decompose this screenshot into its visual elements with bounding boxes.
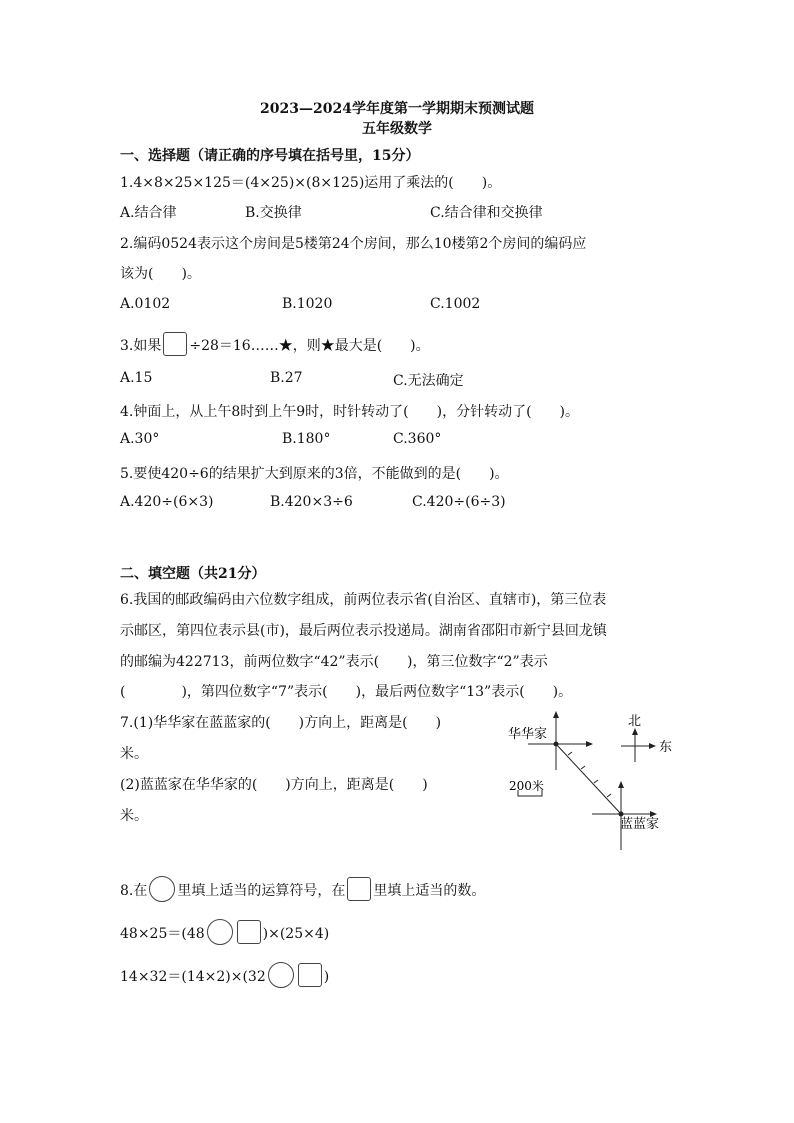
- map-scale-label: 200米: [509, 779, 544, 793]
- map-label-lanlan: 蓝蓝家: [620, 817, 660, 832]
- q7-part2-line1: (2)蓝蓝家在华华家的( )方向上，距离是( ): [120, 777, 428, 793]
- q8-eq1-left: 48×25＝(48: [120, 926, 205, 942]
- q6-line4: ( )，第四位数字“7”表示( )，最后两位数字“13”表示( )。: [120, 684, 573, 700]
- connecting-path: [556, 744, 621, 814]
- blank-square-symbol: [347, 877, 371, 901]
- q7-part2-line2: 米。: [120, 808, 148, 824]
- q8-equation-2: [120, 962, 329, 988]
- q2-text-1: 2.编码0524表示这个房间是5楼第24个房间，那么10楼第2个房间的编码应: [120, 236, 587, 252]
- q1-option-b: B.交换律: [245, 205, 302, 221]
- q4-option-a: A.30°: [120, 431, 160, 447]
- compass-north-label: 北: [628, 714, 642, 729]
- blank-square-box: [163, 332, 187, 356]
- huahua-point: [554, 742, 559, 747]
- q1-option-c: C.结合律和交换律: [430, 205, 543, 221]
- q1-text: 1.4×8×25×125＝(4×25)×(8×125)运用了乘法的( )。: [120, 175, 502, 191]
- q5-option-a: A.420÷(6×3): [120, 494, 214, 510]
- q6-line2: 示邮区，第四位表示县(市)，最后两位表示投递局。湖南省邵阳市新宁县回龙镇: [120, 623, 607, 639]
- q8-intro: [120, 876, 485, 902]
- q8-eq1-right: )×(25×4): [262, 926, 330, 942]
- eq1-operator-circle: [207, 919, 233, 945]
- exam-title: 2023—2024学年度第一学期期末预测试题: [260, 101, 534, 117]
- lanlan-point: [619, 812, 624, 817]
- eq2-operator-circle: [268, 962, 294, 988]
- q8-eq2-right: ): [323, 969, 330, 985]
- q6-line1: 6.我国的邮政编码由六位数字组成，前两位表示省(自治区、直辖市)，第三位表: [120, 592, 607, 608]
- q4-text: 4.钟面上，从上午8时到上午9时，时针转动了( )，分针转动了( )。: [120, 404, 580, 420]
- q3-option-b: B.27: [270, 370, 303, 386]
- q1-option-a: A.结合律: [120, 205, 177, 221]
- compass-east-label: 东: [659, 740, 673, 755]
- q8-intro-1: 8.在: [120, 883, 148, 899]
- eq2-number-square: [298, 963, 322, 987]
- q7-part1-line2: 米。: [120, 746, 148, 762]
- eq1-number-square: [237, 920, 261, 944]
- q5-text: 5.要使420÷6的结果扩大到原来的3倍，不能做到的是( )。: [120, 466, 509, 482]
- q3-option-a: A.15: [120, 370, 153, 386]
- blank-circle-symbol: [149, 876, 175, 902]
- map-label-huahua: 华华家: [508, 727, 548, 742]
- q8-intro-2: 里填上适当的运算符号，在: [177, 883, 346, 899]
- q6-line3: 的邮编为422713，前两位数字“42”表示( )，第三位数字“2”表示: [120, 654, 548, 670]
- q2-text-2: 该为( )。: [120, 266, 201, 282]
- q8-equation-1: [120, 919, 329, 945]
- section1-heading: 一、选择题（请正确的序号填在括号里，15分）: [120, 148, 420, 164]
- q2-option-b: B.1020: [282, 296, 333, 312]
- q4-option-c: C.360°: [393, 431, 442, 447]
- q3-text-before: 3.如果: [120, 338, 162, 354]
- q4-option-b: B.180°: [282, 431, 331, 447]
- q2-option-c: C.1002: [430, 296, 481, 312]
- q3-text: [120, 332, 430, 356]
- q7-part1-line1: 7.(1)华华家在蓝蓝家的( )方向上，距离是( ): [120, 715, 442, 731]
- q8-intro-3: 里填上适当的数。: [373, 883, 486, 899]
- q3-text-after: ÷28＝16……★，则★最大是( )。: [189, 338, 430, 354]
- q5-option-b: B.420×3÷6: [270, 494, 353, 510]
- direction-map-diagram: [500, 708, 690, 858]
- q2-option-a: A.0102: [120, 296, 171, 312]
- q3-option-c: C.无法确定: [393, 373, 464, 389]
- section2-heading: 二、填空题（共21分）: [120, 566, 266, 582]
- q8-eq2-left: 14×32＝(14×2)×(32: [120, 969, 266, 985]
- q5-option-c: C.420÷(6÷3): [412, 494, 506, 510]
- exam-subtitle: 五年级数学: [362, 121, 432, 137]
